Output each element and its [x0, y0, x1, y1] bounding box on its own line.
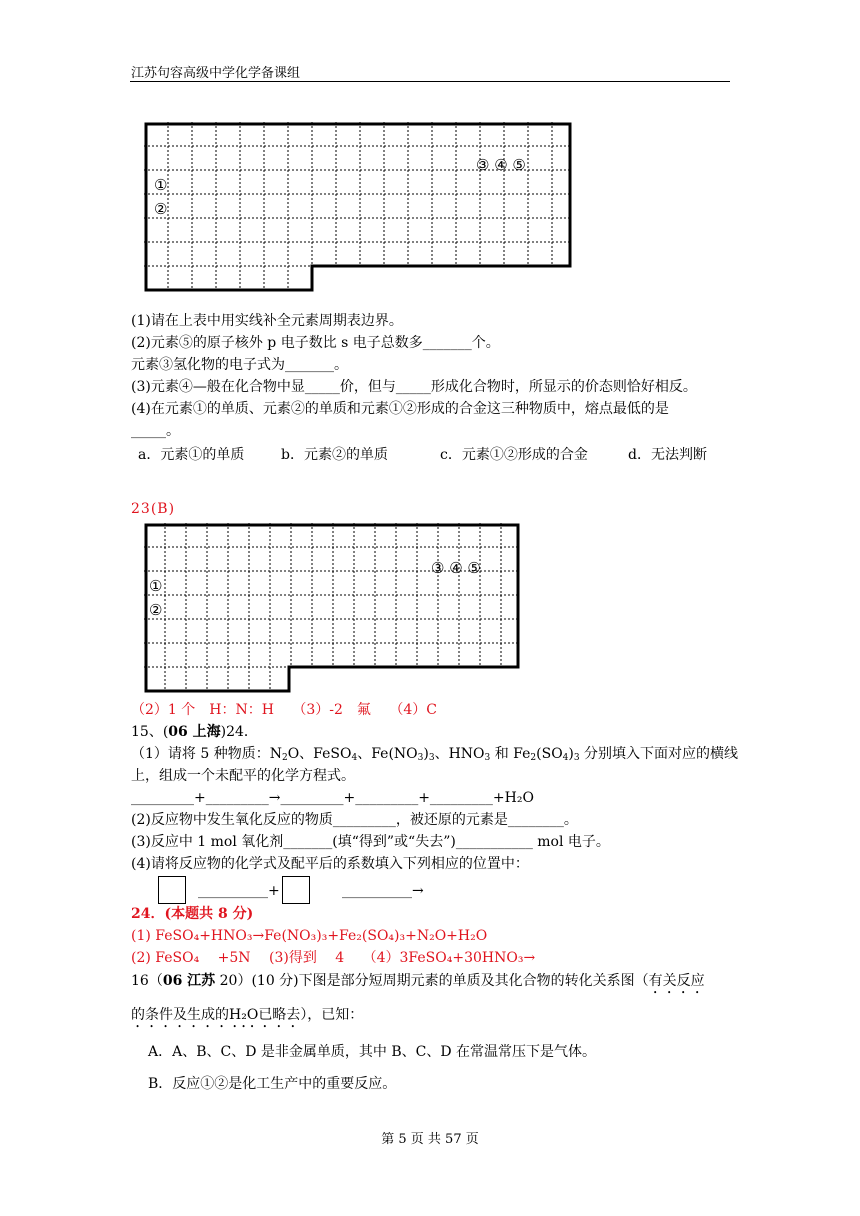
- grid1-label-2: ②: [154, 200, 168, 218]
- q15-p1: （1）请将 5 种物质：$N_2O$、FeSO$_4$、$Fe(NO_3)_3$、$HNO_3$ 和 $Fe_2(SO_4)_3$ 分别填入下面对应的横线: [131, 746, 739, 763]
- answer-23-line: （2）1 个 H：N：H （3）-2 氟 （4）C: [131, 702, 437, 718]
- q1-p5: (4)在元素①的单质、元素②的单质和元素①②形成的合金这三种物质中，熔点最低的是: [131, 401, 669, 417]
- periodic-table-grid-1: [144, 122, 576, 294]
- header-rule: [130, 81, 730, 82]
- answer-24-line-2: (2) FeSO₄ +5N (3)得到 4 （4）3FeSO₄+30HNO₃→: [131, 950, 536, 966]
- q1-option-b: b．元素②的单质: [281, 447, 388, 463]
- q15-equation-blanks: _________+_________→_________+_________+_________+H₂O: [131, 790, 534, 806]
- answer-24-title: 24．(本题共 8 分): [131, 906, 254, 922]
- q15-title: [131, 721, 258, 743]
- q1-option-d: d．无法判断: [628, 447, 707, 463]
- q1-option-c: c．元素①②形成的合金: [440, 447, 588, 463]
- q16-intro: [131, 970, 705, 997]
- coefficient-box-1[interactable]: [158, 876, 186, 904]
- q15-title-post: )24．: [220, 724, 258, 740]
- grid2-label-1: ①: [149, 577, 163, 595]
- grid1-label-1: ①: [154, 176, 168, 194]
- answer-24-line-1: (1) FeSO₄+HNO₃→Fe(NO₃)₃+Fe₂(SO₄)₃+N₂O+H₂O: [131, 928, 488, 944]
- q1-p1: (1)请在上表中用实线补全元素周期表边界。: [131, 313, 403, 329]
- q15-blank-a: __________+: [198, 883, 280, 899]
- q15-title-pre: 15、(: [131, 724, 169, 740]
- q16-num: 16（: [131, 973, 163, 989]
- q1-p3: 元素③氢化物的电子式为_______。: [131, 357, 348, 373]
- q15-p1-pre: （1）请将 5 种物质：N: [131, 746, 282, 762]
- grid2-label-2: ②: [149, 601, 163, 619]
- q15-p1-cont: 上，组成一个未配平的化学方程式。: [131, 768, 355, 784]
- q15-p2: (2)反应物中发生氧化反应的物质_________，被还原的元素是________。: [131, 812, 578, 828]
- q16-text: 20）(10 分)下图是部分短周期元素的单质及其化合物的转化关系图（: [215, 973, 649, 989]
- q1-p6: _____。: [131, 423, 180, 439]
- q1-p4: (3)元素④—般在化合物中显_____价，但与_____形成化合物时，所显示的价态则恰好相反。: [131, 379, 697, 395]
- q16-condition-a: A．A、B、C、D 是非金属单质，其中 B、C、D 在常温常压下是气体。: [148, 1044, 597, 1060]
- q16-intro-cont: [131, 1004, 363, 1031]
- q1-p2: (2)元素⑤的原子核外 p 电子数比 s 电子总数多_______个。: [131, 335, 500, 351]
- q15-title-source: 06 上海: [168, 724, 221, 740]
- q16-emph-3: 已略去: [258, 1007, 301, 1023]
- q15-p3: (3)反应中 1 mol 氧化剂_______(填“得到”或“失去”)___________ mol 电子。: [131, 834, 610, 850]
- q16-emph-1: 有关反应: [648, 973, 705, 989]
- page-footer: 第 5 页 共 57 页: [381, 1132, 479, 1147]
- q15-blank-b: __________→: [342, 883, 424, 899]
- q16-source: 06 江苏: [162, 973, 216, 989]
- q1-option-a: a．元素①的单质: [138, 447, 245, 463]
- periodic-table-grid-2: [144, 523, 522, 695]
- coefficient-box-2[interactable]: [282, 876, 310, 904]
- answer-23-title: 23(B): [131, 501, 176, 517]
- q16-h2o: H₂O: [229, 1007, 259, 1023]
- page-header: 江苏句容高级中学化学备课组: [131, 66, 301, 81]
- grid1-label-345: ③ ④ ⑤: [476, 156, 526, 174]
- q16-known: ），已知：: [300, 1007, 364, 1023]
- q15-p4: (4)请将反应物的化学式及配平后的系数填入下列相应的位置中：: [131, 856, 529, 872]
- q16-condition-b: B．反应①②是化工生产中的重要反应。: [148, 1076, 397, 1092]
- grid2-label-345: ③ ④ ⑤: [431, 559, 481, 577]
- q16-emph-2: 的条件及生成的: [131, 1007, 229, 1023]
